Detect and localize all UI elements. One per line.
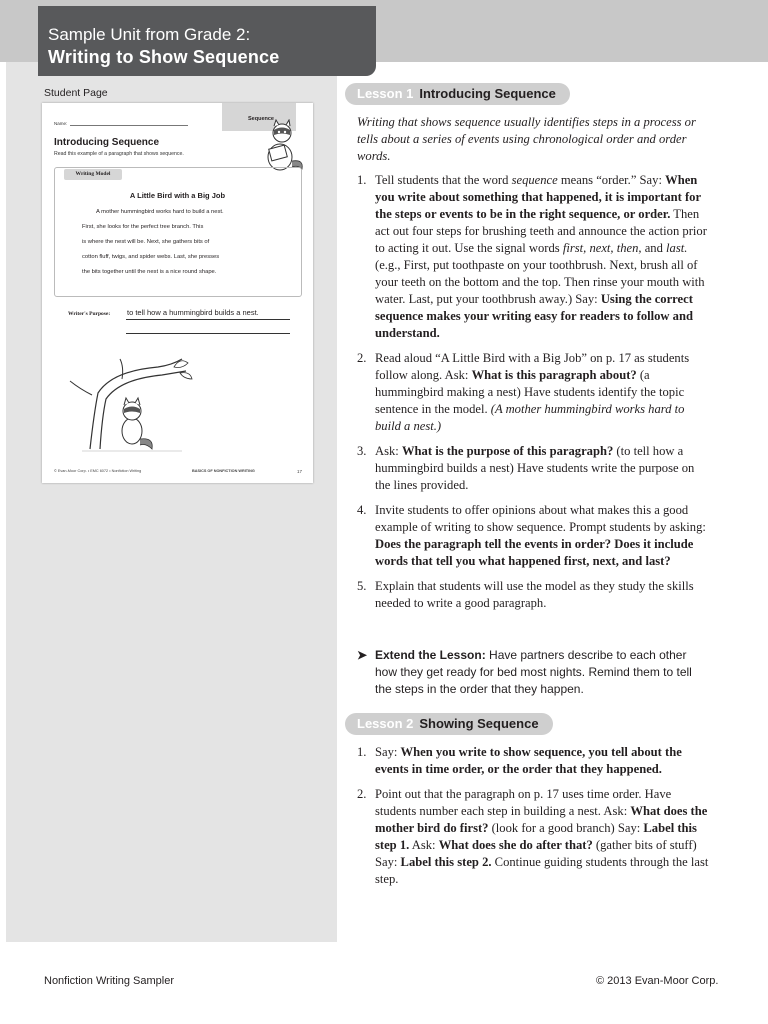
model-line: cotton fluff, twigs, and spider webs. Last, she presses xyxy=(82,254,220,260)
body-text: Say: xyxy=(375,745,401,759)
body-text: (a hummingbird making a nest) Have students identify the topic sentence in the model. xyxy=(375,368,685,416)
item-number: 3. xyxy=(357,444,367,458)
lesson-1-title: Introducing Sequence xyxy=(419,86,556,101)
purpose-rule xyxy=(126,319,290,320)
list-item xyxy=(357,786,709,888)
list-item xyxy=(357,443,709,494)
writers-purpose-text: to tell how a hummingbird builds a nest. xyxy=(127,308,259,317)
title-tab xyxy=(38,6,376,76)
body-text: (e.g., First, put toothpaste on your toothbrush. Next, brush all of your teeth on the bottom and the top. Then rinse your mouth with water. Last, put your toothbrush away.) Say: xyxy=(375,258,705,306)
title-line-2: Writing to Show Sequence xyxy=(48,47,280,67)
student-page-heading: Introducing Sequence xyxy=(54,137,160,148)
body-text: (to tell how a hummingbird builds a nest) Have students write the purpose on the lines provided. xyxy=(375,444,695,492)
writing-model-title: A Little Bird with a Big Job xyxy=(129,191,226,200)
list-item xyxy=(357,350,709,435)
item-number: 5. xyxy=(357,579,367,593)
bold-text: What is the purpose of this paragraph? xyxy=(401,444,614,458)
writing-model-label: Writing Model xyxy=(64,169,122,180)
student-page-label: Student Page xyxy=(44,87,108,99)
body-text: Invite students to offer opinions about what makes this a good example of writing to show sequence. Prompt students by asking: xyxy=(375,503,706,534)
bold-text: What does the mother bird do first? xyxy=(375,804,708,835)
italic-text: first, next, then, xyxy=(562,241,642,255)
raccoon-reading-illustration xyxy=(258,119,308,173)
model-line: the bits together until the nest is a nice round shape. xyxy=(82,269,217,275)
page-footer-right: © 2013 Evan-Moor Corp. xyxy=(596,975,719,987)
bold-text: What is this paragraph about? xyxy=(471,368,637,382)
student-page-number: 17 xyxy=(297,469,303,474)
body-text: Explain that students will use the model as they study the skills needed to write a good paragraph. xyxy=(375,579,694,610)
body-text: Ask: xyxy=(409,838,439,852)
bold-text: Does the paragraph tell the events in order? Does it include words that tell you what happened first, next, and last? xyxy=(375,537,694,568)
bold-text: Label this step 2. xyxy=(400,855,492,869)
arrow-icon: ➤ xyxy=(357,648,368,662)
lesson-1-intro: Writing that shows sequence usually identifies steps in a process or tells about a series of events using chronological order and order words. xyxy=(357,115,696,163)
name-label: Name: xyxy=(54,121,68,126)
item-number: 4. xyxy=(357,503,367,517)
bold-text: Using the correct sequence makes your writing easy for readers to follow and understand. xyxy=(375,292,693,340)
bold-text: Label this step 1. xyxy=(375,821,697,852)
lesson-1-bar xyxy=(345,83,570,105)
item-number: 2. xyxy=(357,351,367,365)
list-item xyxy=(357,172,709,342)
item-number: 2. xyxy=(357,787,367,801)
body-text: Point out that the paragraph on p. 17 uses time order. Have students number each step in building a nest. Ask: xyxy=(375,787,672,818)
body-text: Ask: xyxy=(375,444,402,458)
lesson-1-number: Lesson 1 xyxy=(357,86,414,101)
body-text: means “order.” Say: xyxy=(557,173,666,187)
student-page-footer-left: © Evan-Moor Corp. • EMC 6072 • Nonfiction Writing xyxy=(54,469,142,473)
student-page-footer-right: BASICS OF NONFICTION WRITING xyxy=(192,469,255,473)
name-rule xyxy=(70,125,188,126)
italic-text: last. xyxy=(666,241,688,255)
lesson-2-steps xyxy=(357,744,709,896)
italic-text: (A mother hummingbird works hard to build a nest.) xyxy=(375,402,685,433)
model-line: First, she looks for the perfect tree branch. This xyxy=(82,224,204,230)
bold-text: When you write to show sequence, you tell about the events in time order, or the order that they happened. xyxy=(375,745,682,776)
body-text: (gather bits of stuff) Say: xyxy=(375,838,697,869)
student-page-thumbnail xyxy=(42,103,313,483)
body-text: and xyxy=(641,241,667,255)
bold-text: When you write about something that happened, it is important for the steps or events to be in the right sequence, or order. xyxy=(375,173,701,221)
writers-purpose-label: Writer's Purpose: xyxy=(68,311,111,317)
body-text: (look for a good branch) Say: xyxy=(488,821,644,835)
body-text: Tell students that the word xyxy=(375,173,512,187)
extend-the-lesson xyxy=(357,647,709,698)
page-footer-left: Nonfiction Writing Sampler xyxy=(44,975,175,987)
purpose-rule xyxy=(126,333,290,334)
extend-label: Extend the Lesson: xyxy=(375,648,486,662)
lesson-2-title: Showing Sequence xyxy=(419,716,539,731)
body-text: Read aloud “A Little Bird with a Big Job” on p. 17 as students follow along. Ask: xyxy=(375,351,690,382)
italic-text: sequence xyxy=(511,173,558,187)
title-line-1: Sample Unit from Grade 2: xyxy=(48,25,251,44)
body-text: Continue guiding students through the last step. xyxy=(375,855,709,886)
writing-model-box xyxy=(54,167,302,297)
extend-text: Have partners describe to each other how they get ready for bed most nights. Remind them to tell the steps in the order that they happen. xyxy=(375,648,692,696)
body-text: Then act out four steps for brushing teeth and announce the action prior to acting it out. Use the signal words xyxy=(375,207,707,255)
lesson-2-bar xyxy=(345,713,553,735)
list-item xyxy=(357,502,709,570)
student-page-subheading: Read this example of a paragraph that shows sequence. xyxy=(54,151,184,157)
lesson-2-number: Lesson 2 xyxy=(357,716,414,731)
model-line: is where the nest will be. Next, she gathers bits of xyxy=(82,239,210,245)
tree-and-raccoon-illustration xyxy=(62,353,202,453)
sequence-tab-label: Sequence xyxy=(248,116,274,122)
list-item xyxy=(357,744,709,778)
list-item xyxy=(357,578,709,612)
item-number: 1. xyxy=(357,745,367,759)
bold-text: What does she do after that? xyxy=(438,838,593,852)
item-number: 1. xyxy=(357,173,367,187)
lesson-1-steps xyxy=(357,172,709,620)
model-line: A mother hummingbird works hard to build a nest. xyxy=(96,209,224,215)
